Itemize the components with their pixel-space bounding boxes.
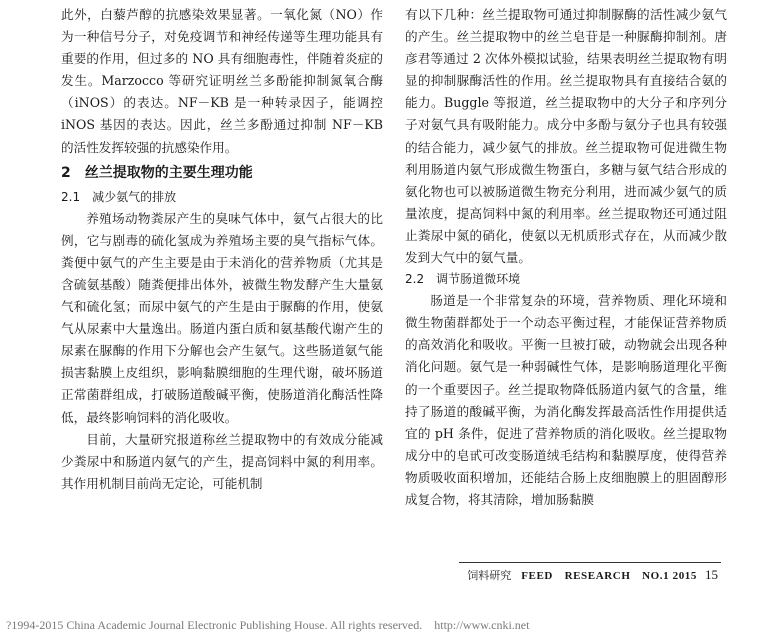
subsection-heading: 2.2 调节肠道微环境 [405,272,521,287]
page-number: 15 [705,567,718,582]
journal-name-cn: 饲料研究 [467,569,512,582]
paragraph-continued: 此外，白藜芦醇的抗感染效果显著。一氧化氮（NO）作为一种信号分子，对免疫调节和神经传递等生理功能具有重要的作用，但过多的 NO 具有细胞毒性，伴随着炎症的发生。Marzocco 等研究证明丝兰多酚能抑制氮氧合酶（iNOS）的表达。NF－KB 是一种转录因子，能调控 iNOS 基因的表达。因此，丝兰多酚通过抑制 NF－KB 的活性发挥较强的抗感染作用。 [61,7,383,155]
journal-footer [467,566,718,585]
paragraph: 养殖场动物粪尿产生的臭味气体中，氨气占很大的比例，它与剧毒的硫化氢成为养殖场主要的臭气指标气体。粪便中氨气的产生主要是由于未消化的营养物质（尤其是含硫氨基酸）随粪便排出体外，被微生物发酵产生大量氨气和硫化氢；而尿中氨气的产生是由于脲酶的作用，使氨气从尿素中大量逸出。肠道内蛋白质和氨基酸代谢产生的尿素在脲酶的作用下分解也会产生氨气。这些肠道氨气能损害黏膜上皮组织，影响黏膜细胞的生理代谢，破坏肠道正常菌群组成，打破肠道酸碱平衡，使肠道消化酶活性降低，最终影响饲料的消化吸收。 [61,210,383,425]
footer-divider [459,562,721,563]
copyright-notice: ?1994-2015 China Academic Journal Electronic Publishing House. All rights reserved. http://www.cnki.net [6,618,530,632]
paragraph: 目前，大量研究报道称丝兰提取物中的有效成分能减少粪尿中和肠道内氨气的产生，提高饲料中氮的利用率。其作用机制目前尚无定论，可能机制 [61,431,383,491]
section-heading: 2 丝兰提取物的主要生理功能 [61,164,253,181]
right-column [405,4,727,511]
paragraph-continued: 有以下几种：丝兰提取物可通过抑制脲酶的活性减少氨气的产生。丝兰提取物中的丝兰皂苷是一种脲酶抑制剂。唐彦君等通过 2 次体外模拟试验，结果表明丝兰提取物有明显的抑制脲酶活性的作用。丝兰提取物具有直接结合氨的能力。Buggle 等报道，丝兰提取物中的大分子和序列分子对氨气具有吸附能力。成分中多酚与氨分子也具有较强的结合能力，减少氨气的排放。丝兰提取物可促进微生物利用肠道内氨气形成微生物蛋白，多糖与氨气结合形成的氨化物也可以被肠道微生物充分利用，进而减少氨气的质量浓度，提高饲料中氮的利用率。丝兰提取物还可通过阻止粪尿中氮的硝化，使氨以无机质形式存在，从而减少散发到大气中的氨气量。 [405,7,727,266]
journal-name-en: FEED RESEARCH NO.1 2015 [521,570,697,582]
subsection-heading: 2.1 减少氨气的排放 [61,189,177,204]
paragraph: 肠道是一个非常复杂的环境，营养物质、理化环境和微生物菌群都处于一个动态平衡过程，才能保证营养物质的高效消化和吸收。平衡一旦被打破，动物就会出现各种消化问题。氨气是一种弱碱性气体，是影响肠道理化平衡的一个重要因子。丝兰提取物降低肠道内氨气的含量，维持了肠道的酸碱平衡，为消化酶发挥最高活性作用提供适宜的 pH 条件，促进了营养物质的消化吸收。丝兰提取物成分中的皂甙可改变肠道绒毛结构和黏膜厚度，使得营养物质吸收面积增加，还能结合肠上皮细胞膜上的胆固醇形成复合物，将其清除，增加肠黏膜 [405,293,727,507]
left-column [61,4,383,495]
